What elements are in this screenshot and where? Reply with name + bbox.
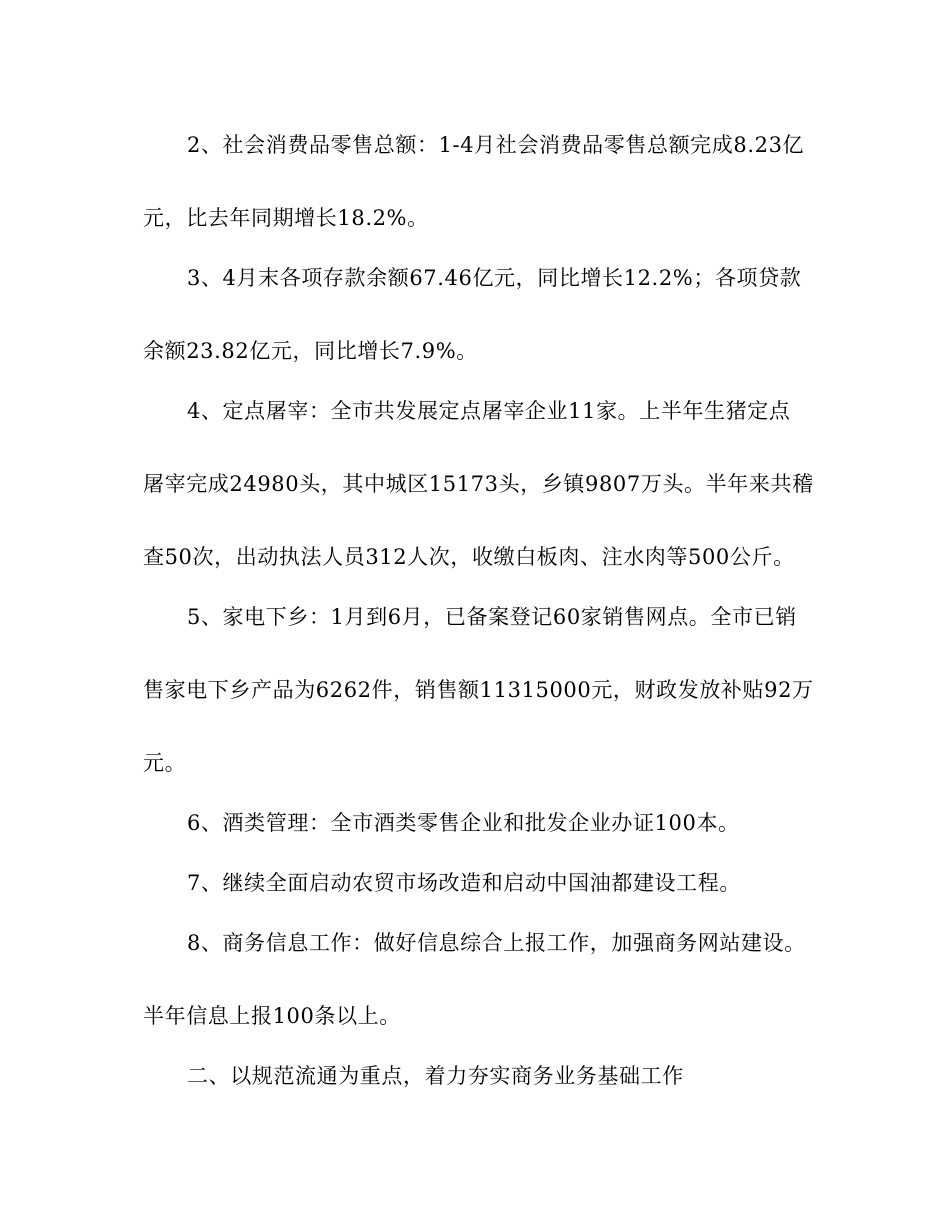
paragraph-line: 查50次，出动执法人员312人次，收缴白板肉、注水肉等500公斤。 [143,545,795,569]
paragraph-line: 6、酒类管理：全市酒类零售企业和批发企业办证100本。 [187,811,740,835]
paragraph-line: 余额23.82亿元，同比增长7.9%。 [143,339,478,363]
paragraph-line: 3、4月末各项存款余额67.46亿元，同比增长12.2%；各项贷款 [187,266,802,290]
paragraph-line: 元，比去年同期增长18.2%。 [143,206,429,230]
paragraph-line: 5、家电下乡：1月到6月，已备案登记60家销售网点。全市已销 [187,605,797,629]
paragraph-line: 2、社会消费品零售总额：1-4月社会消费品零售总额完成8.23亿 [187,133,805,157]
paragraph-line: 售家电下乡产品为6262件，销售额11315000元，财政发放补贴92万 [143,678,814,702]
paragraph-line: 半年信息上报100条以上。 [143,1004,401,1028]
paragraph-line: 8、商务信息工作：做好信息综合上报工作，加强商务网站建设。 [187,931,806,955]
paragraph-line: 4、定点屠宰：全市共发展定点屠宰企业11家。上半年生猪定点 [187,399,791,423]
section-heading: 二、以规范流通为重点，着力夯实商务业务基础工作 [187,1064,684,1088]
paragraph-line: 屠宰完成24980头，其中城区15173头，乡镇9807万头。半年来共稽 [143,472,814,496]
paragraph-line: 7、继续全面启动农贸市场改造和启动中国油都建设工程。 [187,871,741,895]
paragraph-line: 元。 [143,751,187,775]
